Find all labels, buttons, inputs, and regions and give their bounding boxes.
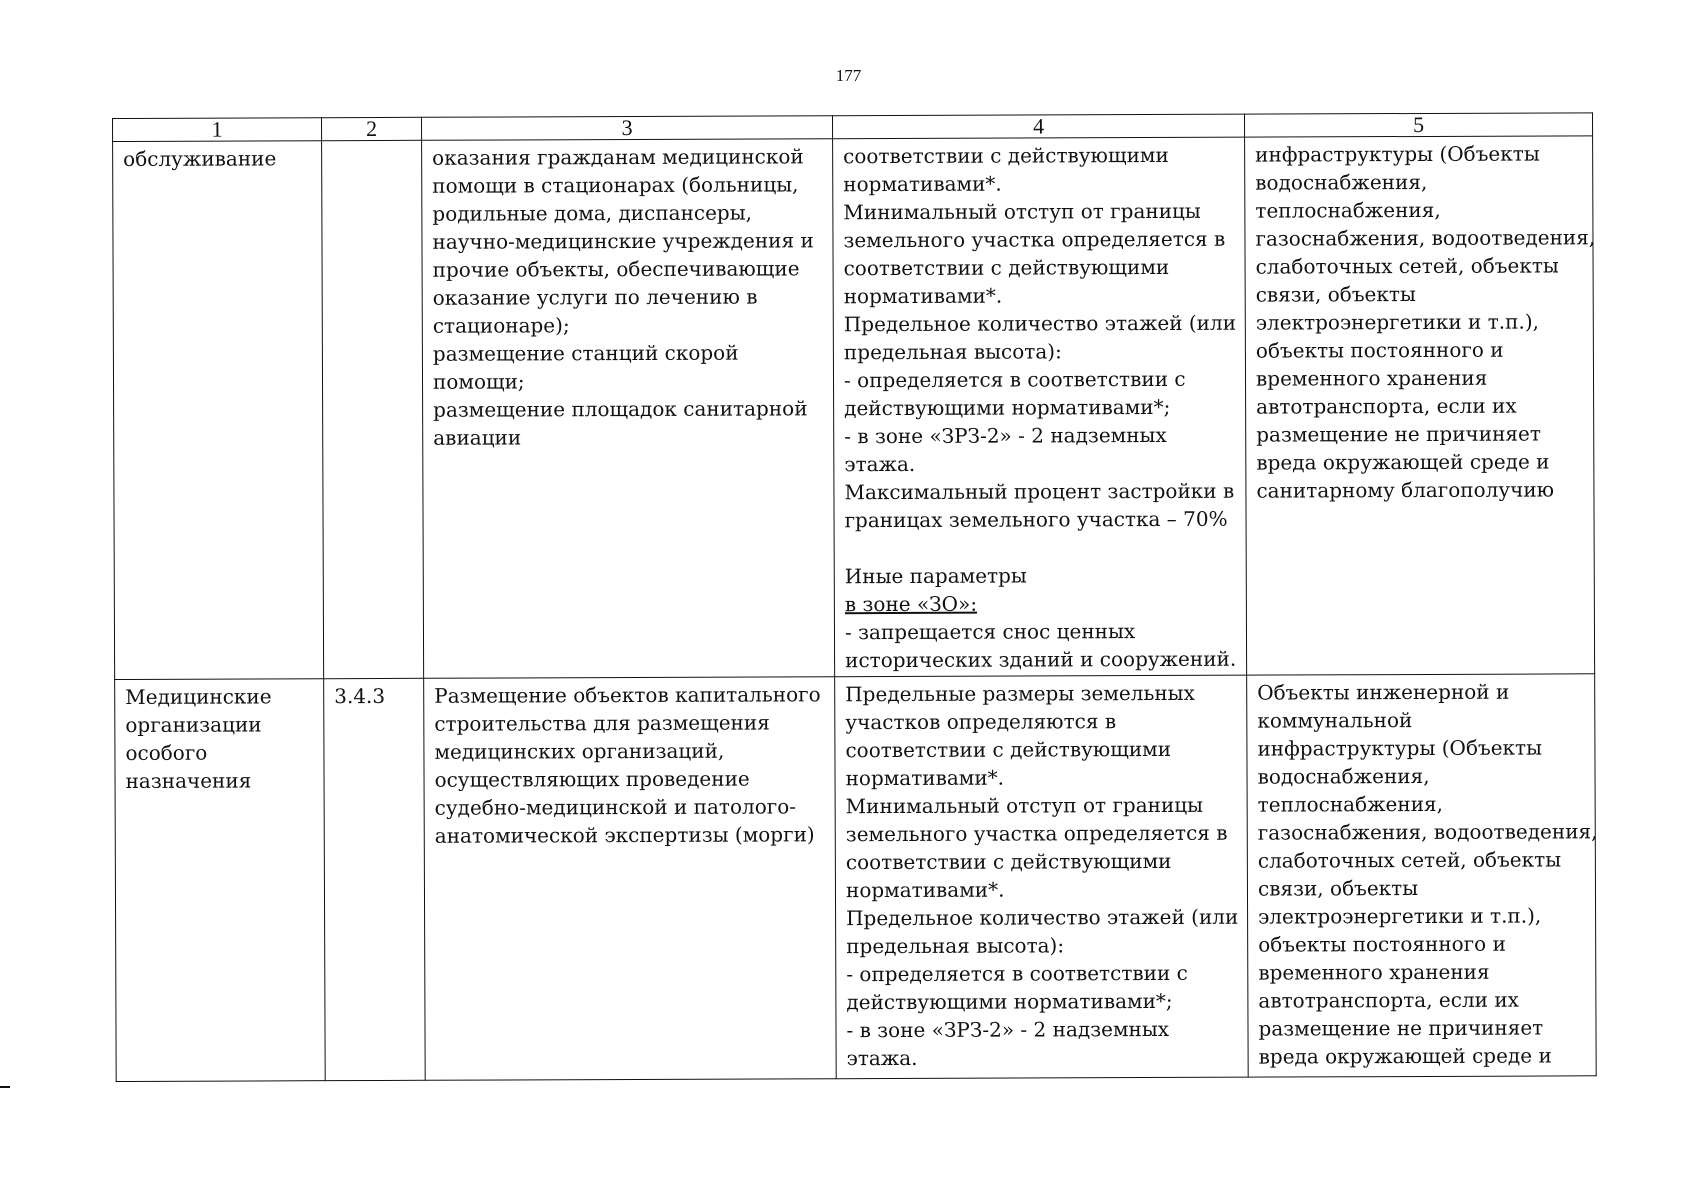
column-header-1: 1 [113, 118, 322, 142]
cell-line: Максимальный процент застройки в [844, 478, 1235, 505]
cell-line: соответствии с действующими [843, 254, 1170, 281]
cell-line: объекты постоянного и [1255, 337, 1504, 363]
cell-line: водоснабжения, [1257, 763, 1430, 789]
cell-line: вреда окружающей среде и [1258, 1043, 1552, 1069]
paragraph-gap [845, 533, 1236, 563]
cell-line: помощи в стационарах (больницы, [432, 172, 799, 198]
cell-line: нормативами*. [845, 877, 1005, 903]
cell-line: Минимальный отступ от границы [845, 792, 1204, 819]
cell-line: границах земельного участка – 70% [844, 506, 1228, 533]
cell-line: размещение площадок санитарной [433, 396, 808, 422]
code-cell [322, 140, 424, 678]
cell-line: действующими нормативами*; [846, 988, 1173, 1015]
cell-line: размещение не причиняет [1256, 421, 1541, 447]
column-header-3: 3 [421, 116, 832, 141]
cell-line: действующими нормативами*; [844, 394, 1171, 421]
cell-line: временного хранения [1255, 365, 1488, 391]
cell-line: медицинских организаций, [434, 738, 725, 764]
cell-line: Предельные размеры земельных [845, 680, 1195, 707]
description-cell [422, 139, 835, 679]
page-number: 177 [835, 66, 862, 85]
cell-line: коммунальной [1257, 708, 1413, 733]
cell-line: участков определяются в [845, 709, 1117, 735]
use-type-cell [113, 141, 324, 680]
cell-line: временного хранения [1258, 959, 1490, 985]
cell-line: связи, объекты [1257, 875, 1419, 901]
cell-line: оказания гражданам медицинской [432, 144, 804, 170]
cell-line: земельного участка определяется в [843, 226, 1226, 253]
cell-line: нормативами*. [843, 283, 1003, 309]
cell-line: - в зоне «ЗРЗ-2» - 2 надземных [844, 422, 1167, 449]
parameters-cell [835, 675, 1249, 1079]
other-parameters-title: Иные параметры [844, 563, 1027, 589]
cell-line: газоснабжения, водоотведения, [1257, 819, 1598, 845]
cell-line: нормативами*. [845, 765, 1005, 791]
cell-line: соответствии с действующими [845, 848, 1172, 875]
cell-line: автотранспорта, если их [1258, 987, 1519, 1013]
cell-line: обслуживание [123, 146, 277, 171]
cell-line: газоснабжения, водоотведения, [1255, 225, 1596, 251]
cell-line: Предельное количество этажей (или [846, 904, 1239, 931]
cell-line: вреда окружающей среде и [1256, 449, 1550, 475]
use-type-cell [115, 679, 326, 1082]
cell-line: помощи; [432, 369, 525, 394]
cell-line: организации [125, 712, 262, 737]
cell-line: строительства для размещения [434, 710, 770, 736]
cell-line: инфраструктуры (Объекты [1257, 735, 1543, 761]
cell-line: назначения [125, 768, 252, 793]
cell-line: анатомической экспертизы (морги) [434, 822, 815, 848]
cell-line: этажа. [846, 1045, 918, 1071]
cell-line: слаботочных сетей, объекты [1257, 847, 1562, 873]
cell-line: Минимальный отступ от границы [843, 198, 1201, 225]
cell-line: научно-медицинские учреждения и [432, 228, 814, 254]
cell-line: прочие объекты, обеспечивающие [432, 256, 800, 282]
column-header-5: 5 [1244, 113, 1592, 137]
column-header-2: 2 [322, 117, 422, 140]
cell-line: - запрещается снос ценных [844, 619, 1136, 645]
cell-line: родильные дома, диспансеры, [432, 200, 753, 226]
cell-line: судебно-медицинской и патолого- [434, 794, 797, 820]
cell-line: соответствии с действующими [843, 142, 1169, 169]
cell-line: теплоснабжения, [1255, 197, 1441, 223]
allowed-objects-cell [1245, 136, 1595, 675]
description-cell [424, 677, 837, 1081]
cell-line: объекты постоянного и [1258, 931, 1506, 957]
allowed-objects-cell [1247, 674, 1597, 1077]
cell-line: осуществляющих проведение [434, 766, 750, 792]
cell-line: связи, объекты [1255, 281, 1416, 307]
cell-line: слаботочных сетей, объекты [1255, 253, 1559, 279]
cell-line: оказание услуги по лечению в [432, 284, 758, 310]
cell-line: авиации [433, 425, 522, 450]
cell-line: размещение не причиняет [1258, 1015, 1544, 1041]
cell-line: электроэнергетики и т.п.), [1258, 903, 1542, 929]
cell-line: стационаре); [432, 313, 570, 338]
cell-line: водоснабжения, [1255, 169, 1428, 195]
cell-line: - определяется в соответствии с [843, 366, 1186, 393]
cell-line: особого [125, 740, 208, 765]
cell-line: этажа. [844, 451, 916, 477]
column-header-4: 4 [832, 114, 1244, 139]
cell-line: - в зоне «ЗРЗ-2» - 2 надземных [846, 1016, 1170, 1043]
cell-line: исторических зданий и сооружений. [845, 646, 1237, 673]
margin-mark [0, 1086, 10, 1088]
table-row [115, 674, 1597, 1082]
cell-line: Размещение объектов капитального [434, 682, 821, 708]
cell-line: нормативами*. [843, 171, 1002, 197]
cell-line: автотранспорта, если их [1256, 393, 1517, 419]
cell-line: инфраструктуры (Объекты [1255, 141, 1540, 167]
cell-line: электроэнергетики и т.п.), [1255, 309, 1540, 335]
cell-line: Объекты инженерной и [1257, 679, 1510, 705]
parameters-cell [833, 137, 1247, 677]
cell-line: Медицинские [125, 684, 272, 709]
zone-label: в зоне «ЗО»: [844, 591, 978, 617]
cell-line: санитарному благополучию [1256, 477, 1555, 503]
code-cell [324, 678, 426, 1080]
cell-line: Предельное количество этажей (или [843, 310, 1237, 337]
cell-line: - определяется в соответствии с [846, 960, 1188, 987]
cell-line: 3.4.3 [334, 683, 386, 709]
cell-line: размещение станций скорой [432, 340, 739, 366]
table-row [113, 136, 1595, 680]
cell-line: предельная высота): [846, 933, 1065, 959]
cell-line: соответствии с действующими [845, 736, 1172, 763]
land-use-table [112, 112, 1597, 1082]
cell-line: предельная высота): [843, 339, 1062, 365]
cell-line: земельного участка определяется в [845, 820, 1228, 847]
cell-line: теплоснабжения, [1257, 791, 1444, 817]
